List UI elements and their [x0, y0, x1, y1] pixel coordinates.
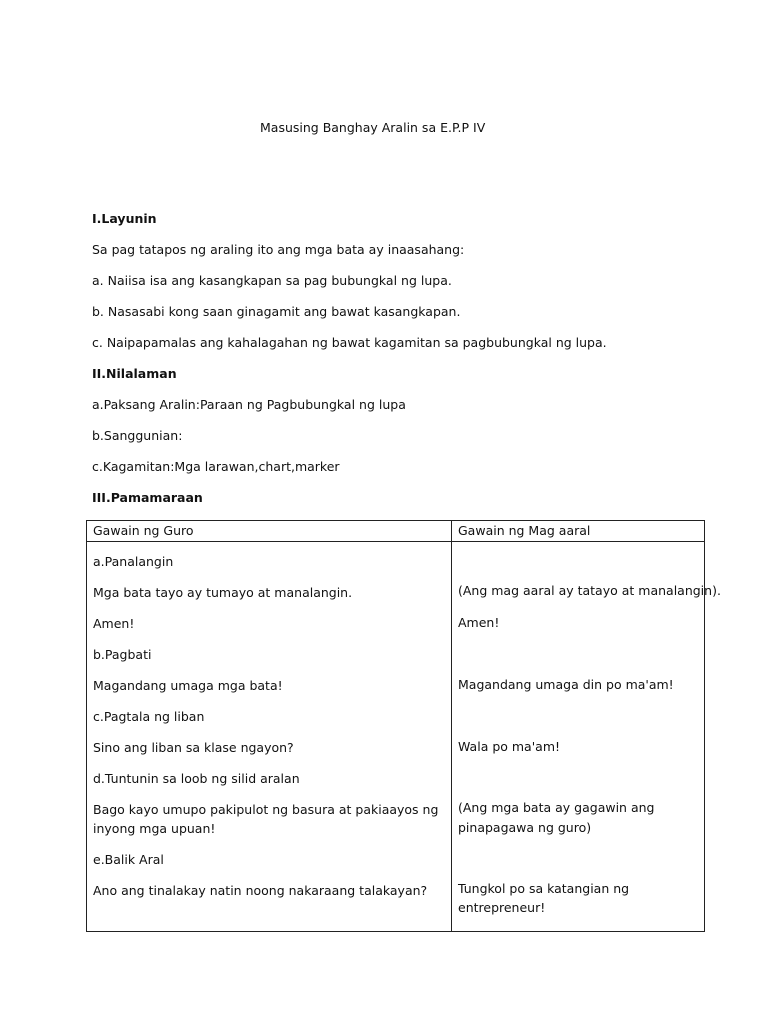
teacher-line: Bago kayo umupo pakipulot ng basura at pakiaayos ng — [93, 802, 439, 817]
table-header-row — [87, 521, 705, 542]
layunin-item-a: a. Naiisa isa ang kasangkapan sa pag bubungkal ng lupa. — [92, 273, 452, 288]
teacher-line: Magandang umaga mga bata! — [93, 678, 283, 693]
teacher-line: Sino ang liban sa klase ngayon? — [93, 740, 294, 755]
teacher-line: a.Panalangin — [93, 554, 174, 569]
layunin-item-b: b. Nasasabi kong saan ginagamit ang bawat kasangkapan. — [92, 304, 461, 319]
document-title: Masusing Banghay Aralin sa E.P.P IV — [260, 120, 486, 135]
teacher-line: d.Tuntunin sa loob ng silid aralan — [93, 771, 300, 786]
student-line: (Ang mga bata ay gagawin ang — [458, 800, 655, 815]
student-line: Magandang umaga din po ma'am! — [458, 677, 674, 692]
student-line: Amen! — [458, 615, 500, 630]
layunin-item-c: c. Naipapamalas ang kahalagahan ng bawat kagamitan sa pagbubungkal ng lupa. — [92, 335, 607, 350]
heading-layunin: I.Layunin — [92, 211, 157, 226]
teacher-line: Ano ang tinalakay natin noong nakaraang talakayan? — [93, 883, 428, 898]
header-teacher: Gawain ng Guro — [87, 521, 452, 542]
teacher-line: inyong mga upuan! — [93, 821, 216, 836]
table-body-row — [87, 542, 705, 932]
heading-nilalaman: II.Nilalaman — [92, 366, 177, 381]
student-line: Tungkol po sa katangian ng — [458, 881, 630, 896]
teacher-line: Amen! — [93, 616, 135, 631]
student-line: pinapagawa ng guro) — [458, 820, 592, 835]
teacher-line: Mga bata tayo ay tumayo at manalangin. — [93, 585, 353, 600]
teacher-line: b.Pagbati — [93, 647, 152, 662]
student-line: (Ang mag aaral ay tatayo at manalangin). — [458, 583, 721, 598]
layunin-intro: Sa pag tatapos ng araling ito ang mga bata ay inaasahang: — [92, 242, 465, 257]
student-line: entrepreneur! — [458, 900, 546, 915]
teacher-line: e.Balik Aral — [93, 852, 164, 867]
teacher-activities-cell — [87, 542, 452, 932]
student-line: Wala po ma'am! — [458, 739, 561, 754]
heading-pamamaraan: III.Pamamaraan — [92, 490, 203, 505]
nilalaman-item-a: a.Paksang Aralin:Paraan ng Pagbubungkal ng lupa — [92, 397, 406, 412]
student-activities-cell — [452, 542, 721, 932]
teacher-line: c.Pagtala ng liban — [93, 709, 205, 724]
header-student: Gawain ng Mag aaral — [452, 521, 705, 542]
nilalaman-item-b: b.Sanggunian: — [92, 428, 183, 443]
lesson-procedure-table — [86, 520, 721, 932]
nilalaman-item-c: c.Kagamitan:Mga larawan,chart,marker — [92, 459, 340, 474]
